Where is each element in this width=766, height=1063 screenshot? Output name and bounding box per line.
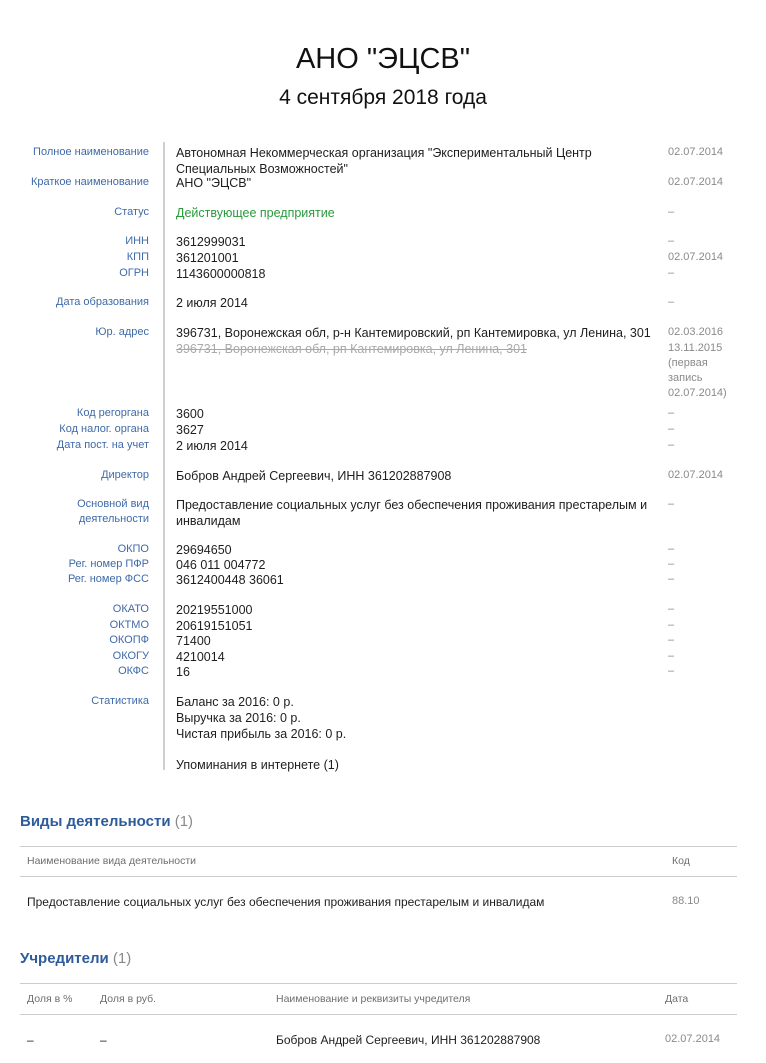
founders-col-rub: Доля в руб. [100, 993, 157, 1005]
founders-table-divider [20, 1014, 737, 1015]
label-pfr: Рег. номер ПФР [68, 558, 149, 570]
activity-row-name: Предоставление социальных услуг без обеспечения проживания престарелым и инвалидам [27, 895, 545, 909]
founders-col-share: Доля в % [27, 993, 73, 1005]
label-tax-date: Дата пост. на учет [56, 439, 149, 451]
label-okpo: ОКПО [117, 543, 149, 555]
label-activity: Основной вид деятельности [77, 498, 149, 525]
label-status: Статус [114, 206, 149, 218]
stats-profit[interactable]: Чистая прибыль за 2016: 0 р. [176, 727, 347, 741]
stats-mentions-link[interactable]: Упоминания в интернете (1) [176, 758, 339, 772]
value-tax-code: 3627 [176, 423, 204, 437]
date-fss: – [668, 573, 675, 585]
label-short-name: Краткое наименование [30, 176, 149, 188]
value-inn: 3612999031 [176, 235, 246, 249]
divider-line [163, 142, 165, 770]
date-status: – [668, 206, 675, 218]
label-reg-code: Код регоргана [76, 407, 149, 419]
date-full-name: 02.07.2014 [668, 146, 724, 158]
date-inn: – [668, 235, 675, 247]
value-okopf: 71400 [176, 634, 211, 648]
founders-table-top [20, 983, 737, 984]
founders-col-name: Наименование и реквизиты учредителя [276, 993, 471, 1005]
label-okfs: ОКФС [118, 665, 149, 677]
date-tax-code: – [668, 423, 675, 435]
label-tax-code: Код налог. органа [59, 423, 149, 435]
label-kpp: КПП [126, 251, 149, 263]
value-short-name: АНО "ЭЦСВ" [176, 176, 252, 190]
label-okopf: ОКОПФ [109, 634, 149, 646]
date-tax-date: – [668, 439, 675, 451]
label-director: Директор [101, 469, 149, 481]
value-tax-date: 2 июля 2014 [176, 439, 248, 453]
date-address: 02.03.2016 [668, 326, 724, 338]
value-pfr: 046 011 004772 [176, 558, 266, 572]
activities-table-divider [20, 876, 737, 877]
label-address: Юр. адрес [95, 326, 149, 338]
date-okopf: – [668, 634, 675, 646]
value-founded: 2 июля 2014 [176, 296, 248, 310]
value-ogrn: 1143600000818 [176, 267, 266, 281]
date-founded: – [668, 296, 675, 308]
label-ogrn: ОГРН [119, 267, 149, 279]
date-ogrn: – [668, 267, 675, 279]
stats-revenue[interactable]: Выручка за 2016: 0 р. [176, 711, 301, 725]
value-address: 396731, Воронежская обл, р-н Кантемировский, рп Кантемировка, ул Ленина, 301 [176, 326, 651, 340]
founders-count: (1) [112, 950, 132, 967]
date-okato: – [668, 603, 675, 615]
date-pfr: – [668, 558, 675, 570]
value-kpp: 361201001 [176, 251, 239, 265]
label-full-name: Полное наименование [33, 146, 149, 158]
value-director: Бобров Андрей Сергеевич, ИНН 361202887908 [176, 469, 452, 483]
activity-row-code: 88.10 [672, 895, 700, 907]
activities-heading [20, 813, 193, 830]
activities-count: (1) [174, 813, 194, 830]
date-director: 02.07.2014 [668, 469, 724, 481]
founders-col-date: Дата [665, 993, 689, 1005]
founder-row-name: Бобров Андрей Сергеевич, ИНН 361202887908 [276, 1033, 541, 1047]
activities-table-top [20, 846, 737, 847]
date-reg-code: – [668, 407, 675, 419]
date-okogu: – [668, 650, 675, 662]
stats-balance[interactable]: Баланс за 2016: 0 р. [176, 695, 294, 709]
activities-col-name: Наименование вида деятельности [27, 855, 197, 867]
date-activity: – [668, 498, 675, 510]
founders-title: Учредители [20, 950, 109, 967]
value-oktmo: 20619151051 [176, 619, 253, 633]
label-fss: Рег. номер ФСС [67, 573, 149, 585]
value-fss: 3612400448 36061 [176, 573, 284, 587]
label-stats: Статистика [91, 695, 149, 707]
date-okpo: – [668, 543, 675, 555]
date-okfs: – [668, 665, 675, 677]
label-oktmo: ОКТМО [109, 619, 149, 631]
value-okpo: 29694650 [176, 543, 232, 557]
founder-row-share: – [27, 1033, 34, 1047]
date-address-old: 13.11.2015 (первая запись 02.07.2014) [668, 342, 727, 399]
label-inn: ИНН [125, 235, 149, 247]
date-kpp: 02.07.2014 [668, 251, 724, 263]
date-short-name: 02.07.2014 [668, 176, 724, 188]
value-status: Действующее предприятие [176, 206, 335, 220]
value-full-name: Автономная Некоммерческая организация "Экспериментальный Центр Специальных Возможностей" [176, 146, 592, 176]
page-date: 4 сентября 2018 года [279, 86, 487, 109]
founders-heading [20, 950, 131, 967]
value-okato: 20219551000 [176, 603, 253, 617]
value-address-old: 396731, Воронежская обл, рп Кантемировка, ул Ленина, 301 [176, 342, 527, 356]
founder-row-rub: – [100, 1033, 107, 1047]
page-title: АНО "ЭЦСВ" [295, 43, 471, 75]
label-founded: Дата образования [56, 296, 149, 308]
founder-row-date: 02.07.2014 [665, 1033, 721, 1045]
value-activity: Предоставление социальных услуг без обеспечения проживания престарелым и инвалидам [176, 498, 648, 528]
date-oktmo: – [668, 619, 675, 631]
label-okato: ОКАТО [112, 603, 149, 615]
value-okogu: 4210014 [176, 650, 225, 664]
label-okogu: ОКОГУ [112, 650, 149, 662]
activities-title: Виды деятельности [20, 813, 171, 830]
activities-col-code: Код [672, 855, 690, 867]
value-okfs: 16 [176, 665, 190, 679]
value-reg-code: 3600 [176, 407, 204, 421]
